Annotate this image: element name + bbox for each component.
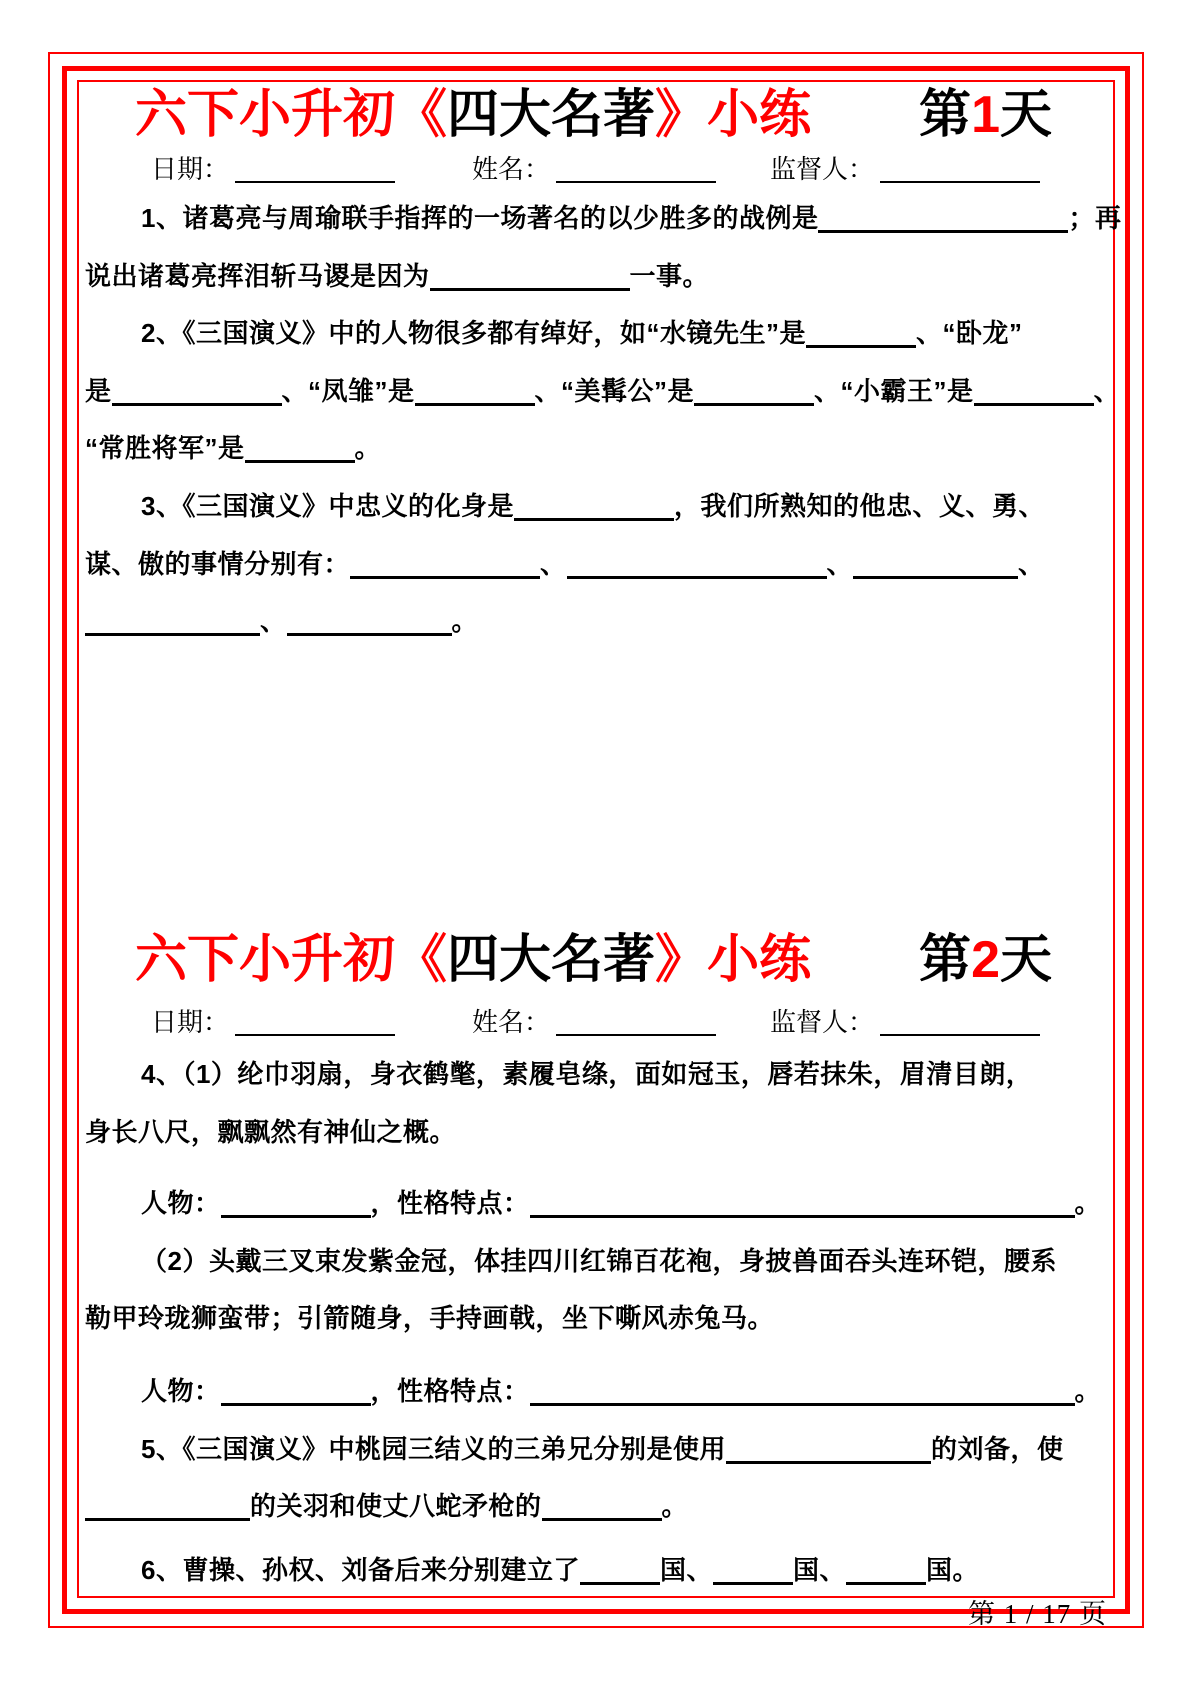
answer-blank <box>853 546 1018 579</box>
supervisor-blank <box>880 1008 1040 1036</box>
answer-blank <box>350 546 540 579</box>
question-line <box>85 536 1115 594</box>
answer-blank <box>818 200 1068 233</box>
title-book-name: 四大名著 <box>447 86 656 144</box>
day-suffix: 天 <box>999 86 1052 144</box>
answer-blank <box>846 1552 926 1585</box>
section1-title-main <box>135 84 811 146</box>
question-line <box>85 478 1115 536</box>
question-text: 谋、傲的事情分别有： <box>85 548 351 579</box>
date-blank <box>235 1008 395 1036</box>
question-line <box>85 1363 1115 1421</box>
section2-title <box>85 929 1107 991</box>
page-number: 第 1 / 17 页 <box>967 1599 1107 1629</box>
day-suffix: 天 <box>999 931 1052 989</box>
question-text: 3、《三国演义》中忠义的化身是 <box>141 490 514 521</box>
question-text: ，我们所熟知的他忠、义、勇、 <box>673 490 1045 521</box>
question-text: 5、《三国演义》中桃园三结义的三弟兄分别是使用 <box>141 1433 726 1464</box>
day-number: 2 <box>971 931 1000 989</box>
title-bracket-close: 》 <box>655 931 708 989</box>
title-book-name: 四大名著 <box>447 931 656 989</box>
section1-title <box>85 84 1107 146</box>
section2-questions <box>85 1046 1115 1599</box>
question-text: 国。 <box>926 1554 980 1585</box>
answer-blank <box>713 1552 793 1585</box>
question-text: 的关羽和使丈八蛇矛枪的 <box>250 1491 542 1522</box>
question-text: 4、（1）纶巾羽扇，身衣鹤氅，素履皂绦，面如冠玉，唇若抹朱，眉清目朗， <box>141 1059 1033 1089</box>
question-text: 、“卧龙” <box>915 318 1023 349</box>
date-blank <box>235 155 395 183</box>
question-text: 。 <box>661 1491 689 1522</box>
title-bracket-open: 《 <box>395 931 448 989</box>
answer-blank <box>287 603 452 636</box>
question-text: 、 <box>540 548 567 579</box>
question-text: 。 <box>1074 1375 1102 1406</box>
answer-blank <box>85 603 260 636</box>
question-line <box>85 1290 1115 1348</box>
question-text: 。 <box>354 433 382 464</box>
question-line <box>85 1421 1115 1479</box>
section2-title-main <box>135 929 811 991</box>
supervisor-label: 监督人： <box>770 1007 875 1037</box>
question-text: 国、 <box>659 1554 713 1585</box>
answer-blank <box>530 1185 1075 1218</box>
answer-blank <box>221 1373 371 1406</box>
question-text: 勒甲玲珑狮蛮带；引箭随身，手持画戟，坐下嘶风赤兔马。 <box>85 1303 775 1334</box>
title-suffix-text: 小练 <box>707 931 812 989</box>
answer-blank <box>85 1488 250 1521</box>
question-text: 说出诸葛亮挥泪斩马谡是因为 <box>85 260 430 291</box>
question-text: 6、曹操、孙权、刘备后来分别建立了 <box>141 1554 580 1585</box>
title-series-text: 六下小升初 <box>135 86 396 144</box>
section2-day-label <box>919 929 1052 991</box>
question-line <box>85 363 1121 421</box>
day-prefix: 第 <box>919 931 972 989</box>
question-text: 国、 <box>792 1554 846 1585</box>
title-series-text: 六下小升初 <box>135 931 396 989</box>
question-text: ；再 <box>1068 203 1122 233</box>
question-text: 人物： <box>141 1375 221 1406</box>
date-label: 日期： <box>151 1007 230 1037</box>
question-line <box>85 1478 1115 1536</box>
date-field <box>151 1001 395 1043</box>
answer-blank <box>726 1431 931 1464</box>
answer-blank <box>806 315 916 348</box>
question-text: 一事。 <box>629 260 710 291</box>
supervisor-label: 监督人： <box>770 154 875 184</box>
question-text: 、 <box>1018 548 1045 579</box>
supervisor-field <box>770 1001 1040 1043</box>
name-field <box>472 1001 716 1043</box>
question-text: 是 <box>85 375 112 406</box>
title-suffix-text: 小练 <box>707 86 812 144</box>
name-label: 姓名： <box>472 154 551 184</box>
question-text: 人物： <box>141 1188 221 1219</box>
answer-blank <box>415 373 535 406</box>
supervisor-blank <box>880 155 1040 183</box>
question-line <box>85 1046 1115 1104</box>
question-line <box>85 248 1115 306</box>
supervisor-field <box>770 148 1040 190</box>
question-line <box>85 593 1115 651</box>
section1-questions <box>85 190 1122 651</box>
question-line <box>85 1542 1115 1600</box>
date-field <box>151 148 395 190</box>
question-text: 的刘备，使 <box>930 1433 1064 1464</box>
title-bracket-open: 《 <box>395 86 448 144</box>
day-number: 1 <box>971 86 1000 144</box>
name-blank <box>556 1008 716 1036</box>
question-text: 2、《三国演义》中的人物很多都有绰好，如“水镜先生”是 <box>141 318 806 349</box>
section1-fields-row <box>85 148 1107 190</box>
question-text: “常胜将军”是 <box>85 433 245 464</box>
question-line <box>85 420 1115 478</box>
answer-blank <box>530 1373 1075 1406</box>
answer-blank <box>112 373 282 406</box>
question-line <box>85 1233 1115 1291</box>
question-text: 、 <box>1093 375 1121 406</box>
answer-blank <box>221 1185 371 1218</box>
question-text: 、 <box>826 548 854 579</box>
date-label: 日期： <box>151 154 230 184</box>
answer-blank <box>542 1488 662 1521</box>
answer-blank <box>974 373 1094 406</box>
question-text: （2）头戴三叉束发紫金冠，体挂四川红锦百花袍，身披兽面吞头连环铠，腰系 <box>141 1245 1057 1276</box>
question-text: 身长八尺，飘飘然有神仙之概。 <box>85 1116 457 1147</box>
title-bracket-close: 》 <box>655 86 708 144</box>
question-text: 1、诸葛亮与周瑜联手指挥的一场著名的以少胜多的战例是 <box>141 203 819 233</box>
question-text: ，性格特点： <box>370 1188 530 1219</box>
answer-blank <box>567 546 827 579</box>
answer-blank <box>694 373 814 406</box>
name-field <box>472 148 716 190</box>
name-blank <box>556 155 716 183</box>
answer-blank <box>245 430 355 463</box>
question-line <box>85 190 1122 248</box>
section2-fields-row <box>85 1001 1107 1043</box>
name-label: 姓名： <box>472 1007 551 1037</box>
question-text: 、 <box>260 606 287 637</box>
question-text: 、“小霸王”是 <box>814 375 974 406</box>
answer-blank <box>514 488 674 521</box>
question-text: 。 <box>1074 1188 1102 1219</box>
section1-day-label <box>919 84 1052 146</box>
question-text: 、“美髯公”是 <box>534 375 695 406</box>
answer-blank <box>580 1552 660 1585</box>
question-text: 。 <box>451 606 479 637</box>
question-line <box>85 305 1115 363</box>
answer-blank <box>430 258 630 291</box>
question-line <box>85 1175 1115 1233</box>
question-text: 、“凤雏”是 <box>281 375 415 406</box>
question-line <box>85 1104 1115 1162</box>
question-text: ，性格特点： <box>370 1375 530 1406</box>
day-prefix: 第 <box>919 86 972 144</box>
